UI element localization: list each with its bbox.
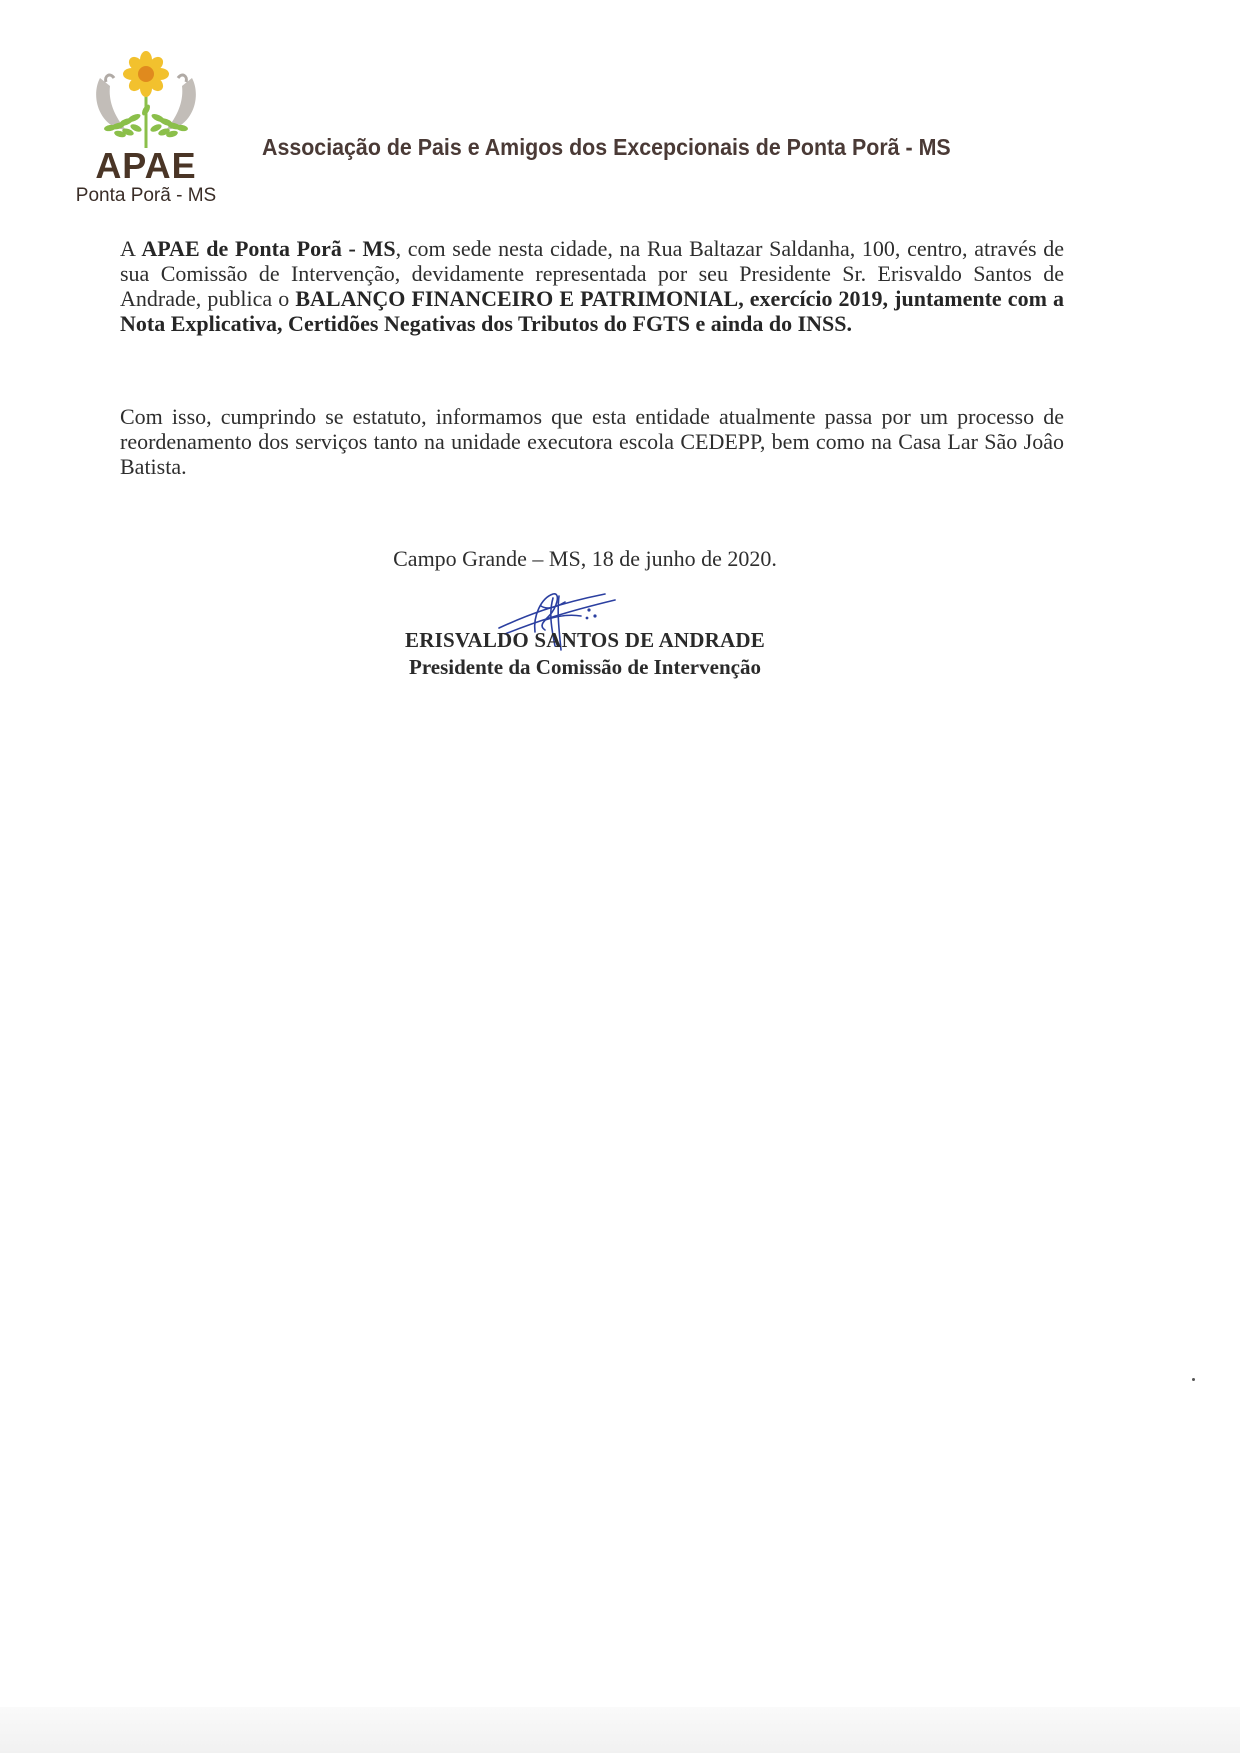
apae-flower-hands-icon <box>86 48 206 153</box>
paragraph-restructuring: Com isso, cumprindo se estatuto, informamos que esta entidade atualmente passa por um processo de reordenamento dos serviços tanto na unidade executora escola CEDEPP, bem como na Casa Lar São Joâo Batista. <box>120 404 1064 479</box>
signatory-name: ERISVALDO SANTOS DE ANDRADE <box>405 628 765 652</box>
paragraph-intro-publication: BALANÇO FINANCEIRO E PATRIMONIAL, exercício 2019, juntamente com a Nota Explicativa, Certidões Negativas dos Tributos do FGTS e ainda do INSS. <box>120 286 1065 336</box>
paragraph-intro-body: , com sede nesta cidade, na Rua Baltazar Saldanha, 100, centro, através de sua Comissão de Intervenção, devidamente representada por seu Presidente Sr. Erisvaldo Santos de Andrade, publica o <box>120 236 1064 311</box>
scan-speck <box>1192 1378 1195 1381</box>
paragraph-intro-entity: APAE de Ponta Porã - MS <box>141 236 396 261</box>
organization-name: Associação de Pais e Amigos dos Excepcionais de Ponta Porã - MS <box>262 134 951 160</box>
apae-logo <box>56 48 236 208</box>
logo-wordmark: APAE <box>95 145 197 186</box>
signatory-title: Presidente da Comissão de Intervenção <box>409 655 761 679</box>
scan-edge <box>0 1707 1240 1753</box>
date-line: Campo Grande – MS, 18 de junho de 2020. <box>393 546 777 571</box>
paragraph-intro <box>120 236 1064 336</box>
logo-subtitle: Ponta Porã - MS <box>75 185 217 206</box>
paragraph-intro-lead: A <box>120 236 142 261</box>
